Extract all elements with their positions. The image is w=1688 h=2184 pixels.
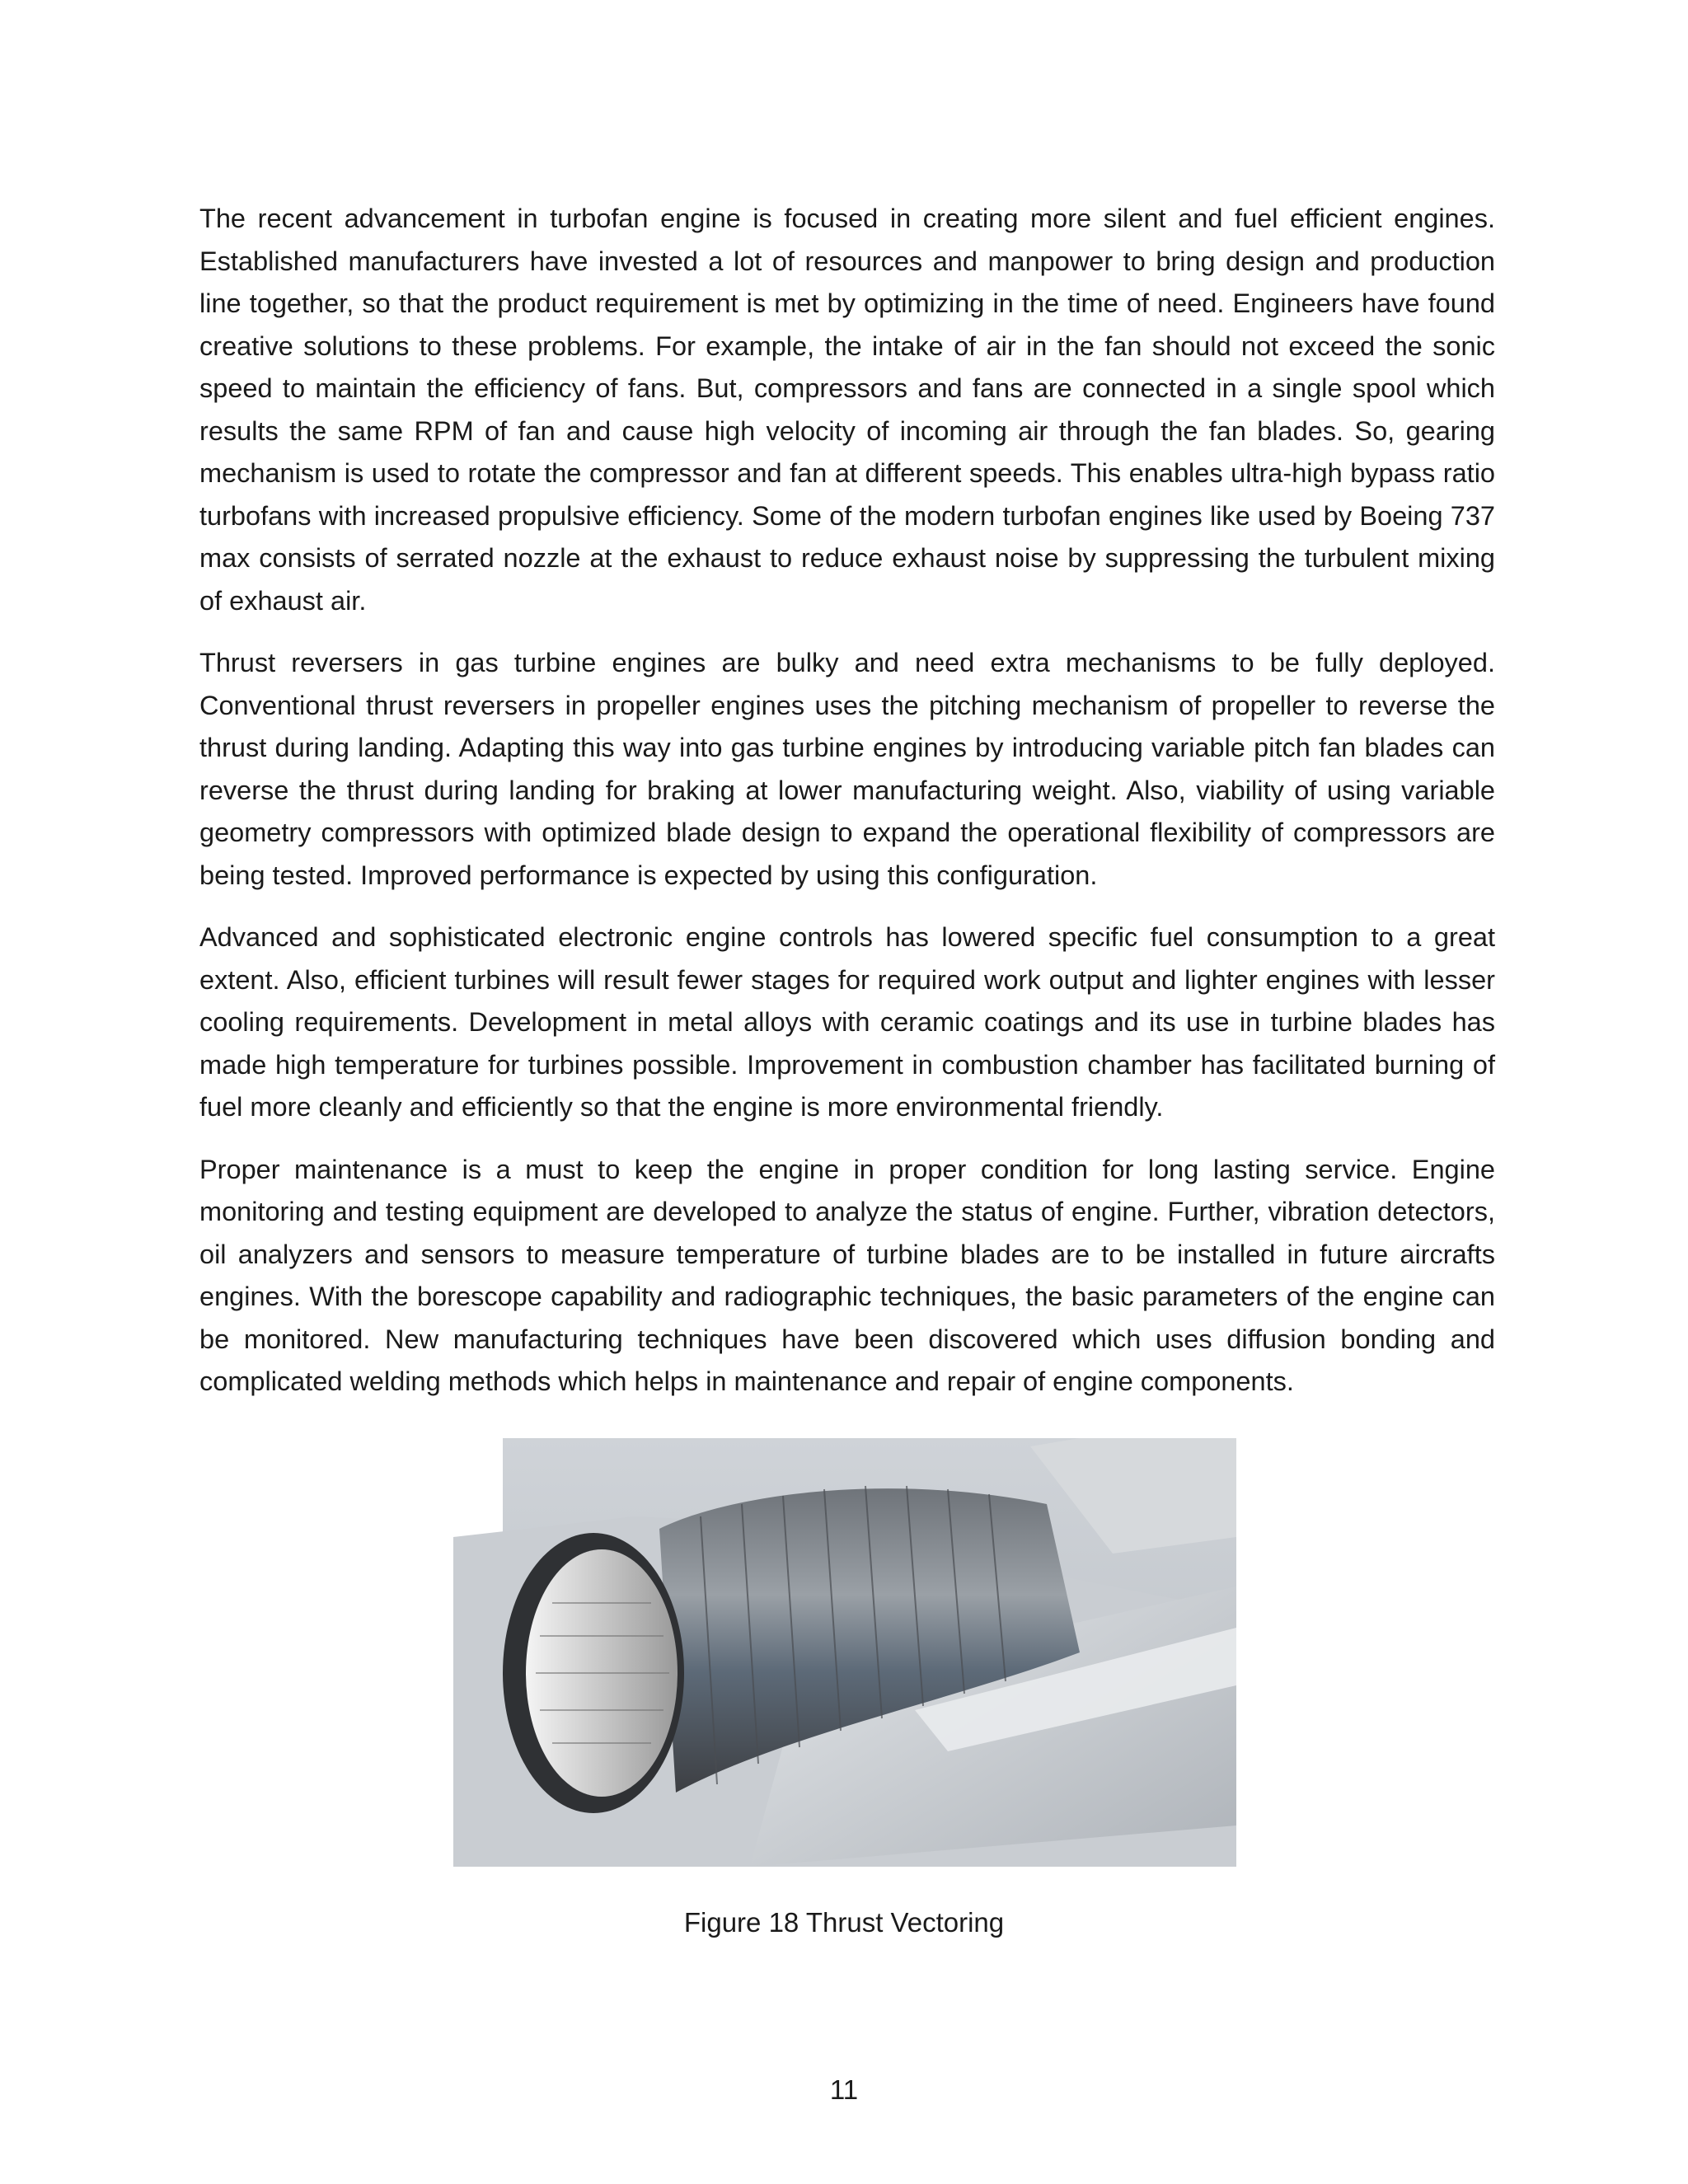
paragraph-engine-controls: Advanced and sophisticated electronic engine controls has lowered specific fuel consumption to a great extent. Also, efficient turbines will result fewer stages for required work output and lighter engines with lesser cooling requirements. Development in metal alloys with ceramic coatings and its use in turbine blades has made high temperature for turbines possible. Improvement in combustion chamber has facilitated burning of fuel more cleanly and efficiently so that the engine is more environmental friendly. [199,922,1495,1122]
paragraph-turbofan-advancement: The recent advancement in turbofan engine is focused in creating more silent and fuel efficient engines. Established manufacturers have invested a lot of resources and manpower to bring design and production line together, so that the product requirement is met by optimizing in the time of need. Engineers have found creative solutions to these problems. For example, the intake of air in the fan should not exceed the sonic speed to maintain the efficiency of fans. But, compressors and fans are connected in a single spool which results the same RPM of fan and cause high velocity of incoming air through the fan blades. So, gearing mechanism is used to rotate the compressor and fan at different speeds. This enables ultra-high bypass ratio turbofans with increased propulsive efficiency. Some of the modern turbofan engines like used by Boeing 737 max consists of serrated nozzle at the exhaust to reduce exhaust noise by suppressing the turbulent mixing of exhaust air. [199,204,1495,616]
body-text [199,198,1495,1423]
figure-thrust-vectoring-image [453,1438,1236,1867]
figure-caption: Figure 18 Thrust Vectoring [683,1907,1005,1938]
paragraph-maintenance: Proper maintenance is a must to keep the engine in proper condition for long lasting service. Engine monitoring and testing equipment are developed to analyze the status of engine. Further, vibration detectors, oil analyzers and sensors to measure temperature of turbine blades are to be installed in future aircrafts engines. With the borescope capability and radiographic techniques, the basic parameters of the engine can be monitored. New manufacturing techniques have been discovered which uses diffusion bonding and complicated welding methods which helps in maintenance and repair of engine components. [199,1154,1495,1396]
page-number: 11 [829,2074,859,2105]
paragraph-thrust-reversers: Thrust reversers in gas turbine engines are bulky and need extra mechanisms to be fully deployed. Conventional thrust reversers in propeller engines uses the pitching mechanism of propeller to reverse the thrust during landing. Adapting this way into gas turbine engines by introducing variable pitch fan blades can reverse the thrust during landing for braking at lower manufacturing weight. Also, viability of using variable geometry compressors with optimized blade design to expand the operational flexibility of compressors are being tested. Improved performance is expected by using this configuration. [199,648,1495,890]
engine-nozzle-illustration [453,1438,1236,1867]
